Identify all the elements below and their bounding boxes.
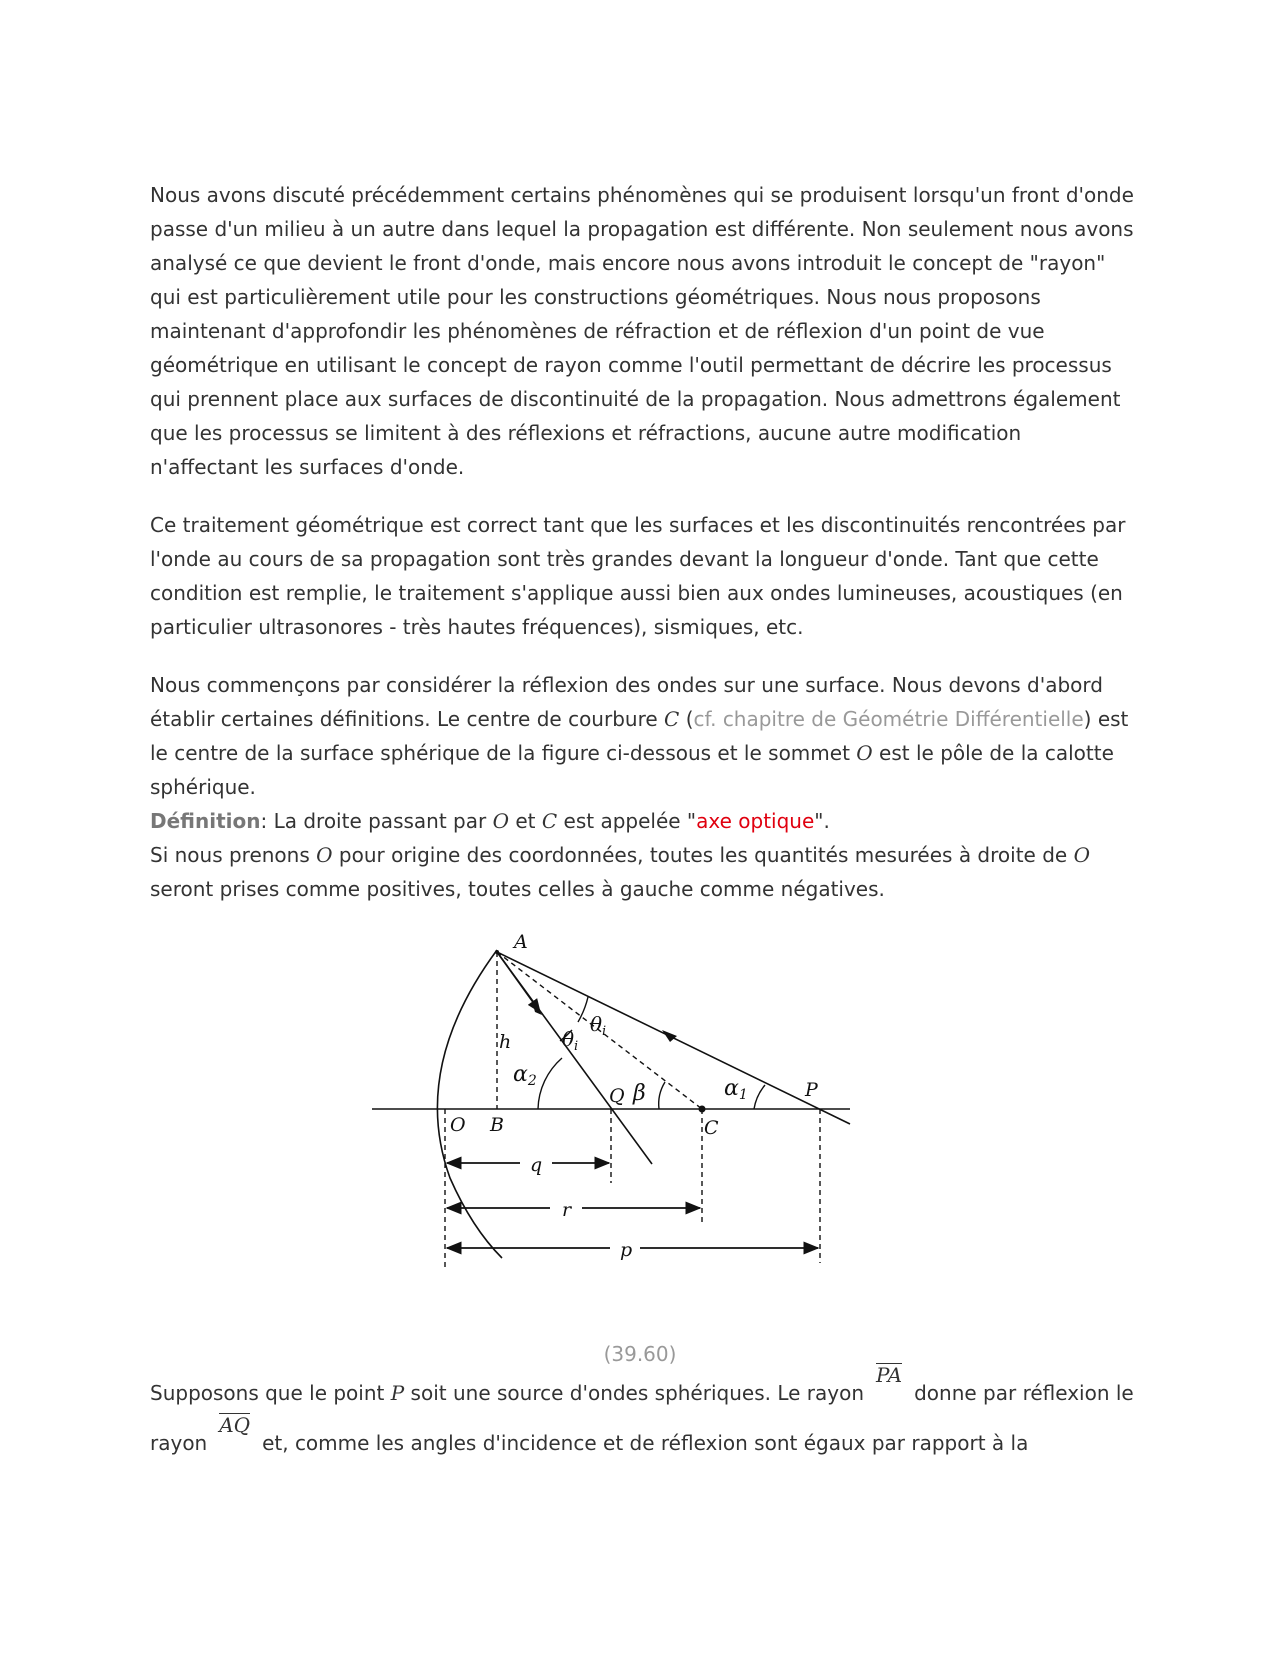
arc-alpha1: [754, 1085, 765, 1109]
svg-text:α1: α1: [724, 1076, 748, 1103]
label-q: Q: [609, 1085, 625, 1107]
symbol-c: C: [664, 707, 680, 731]
label-alpha2: α: [513, 1062, 528, 1087]
label-o: O: [450, 1114, 466, 1136]
svg-text:α2: α2: [513, 1062, 537, 1089]
mirror-arc: [437, 950, 502, 1258]
label-theta-lower: θ: [562, 1027, 575, 1051]
paragraph-sign-convention: Si nous prenons O pour origine des coordonnées, toutes les quantités mesurées à droite de O seront prises comme positives, toutes celles à gauche comme négatives.: [150, 843, 1090, 901]
label-a: A: [514, 931, 528, 953]
label-b: B: [490, 1114, 504, 1136]
label-beta: β: [633, 1081, 646, 1106]
label-p: P: [805, 1079, 818, 1101]
label-c: C: [704, 1117, 719, 1139]
paragraph-spherical-source: Supposons que le point P soit une source d'ondes sphériques. Le rayonPAdonne par réflexion le rayonAQet, comme les angles d'incidence et de réflexion sont égaux par rapport à la: [150, 1363, 1134, 1455]
article-continuation: [150, 1363, 1135, 1468]
spherical-mirror-diagram: [372, 918, 882, 1288]
label-r-dim: r: [562, 1199, 572, 1221]
paragraph-definitions: Nous commençons par considérer la réflexion des ondes sur une surface. Nous devons d'abord établir certaines définitions. Le centre de courbure C (cf. chapitre de Géométrie Différentielle) est le centre de la surface sphérique de la figure ci-dessous et le sommet O est le pôle de la calotte sphérique.: [150, 673, 1129, 799]
svg-text:θi: $\theta_i$: [590, 1012, 607, 1039]
vector-aq: AQ: [219, 1413, 251, 1437]
svg-text:θi: $\theta_i$: [562, 1027, 579, 1054]
definition-label: Définition: [150, 809, 261, 833]
label-alpha1: α: [724, 1076, 739, 1101]
point-a: [495, 950, 499, 954]
label-theta-upper: θ: [590, 1012, 603, 1036]
definition-optical-axis: Définition: La droite passant par O et C est appelée "axe optique".: [150, 809, 830, 833]
term-optical-axis: axe optique: [696, 809, 815, 833]
paragraph-geometric-treatment: Ce traitement géométrique est correct tant que les surfaces et les discontinuités rencontrées par l'onde au cours de sa propagation sont très grandes devant la longueur d'onde. Tant que cette condition est remplie, le traitement s'applique aussi bien aux ondes lumineuses, acoustiques (en particulier ultrasonores - très hautes fréquences), sismiques, etc.: [150, 513, 1126, 639]
point-c: [699, 1106, 706, 1113]
arc-beta: [659, 1082, 665, 1109]
arc-alpha2: [538, 1058, 562, 1109]
label-p-dim: p: [620, 1239, 633, 1261]
label-h: h: [499, 1031, 512, 1053]
label-q-dim: q: [530, 1154, 543, 1176]
article-body: [150, 178, 1135, 906]
paragraph-intro: Nous avons discuté précédemment certains phénomènes qui se produisent lorsqu'un front d'onde passe d'un milieu à un autre dans lequel la propagation est différente. Non seulement nous avons analysé ce que devient le front d'onde, mais encore nous avons introduit le concept de "rayon" qui est particulièrement utile pour les constructions géométriques. Nous nous proposons maintenant d'approfondir les phénomènes de réfraction et de réflexion d'un point de vue géométrique en utilisant le concept de rayon comme l'outil permettant de décrire les processus qui prennent place aux surfaces de discontinuité de la propagation. Nous admettrons également que les processus se limitent à des réflexions et réfractions, aucune autre modification n'affectant les surfaces d'onde.: [150, 183, 1134, 479]
figure-number: (39.60): [603, 1342, 677, 1366]
link-differential-geometry[interactable]: cf. chapitre de Géométrie Différentielle: [693, 707, 1084, 731]
vector-pa: PA: [876, 1363, 903, 1387]
symbol-o: O: [856, 741, 873, 765]
